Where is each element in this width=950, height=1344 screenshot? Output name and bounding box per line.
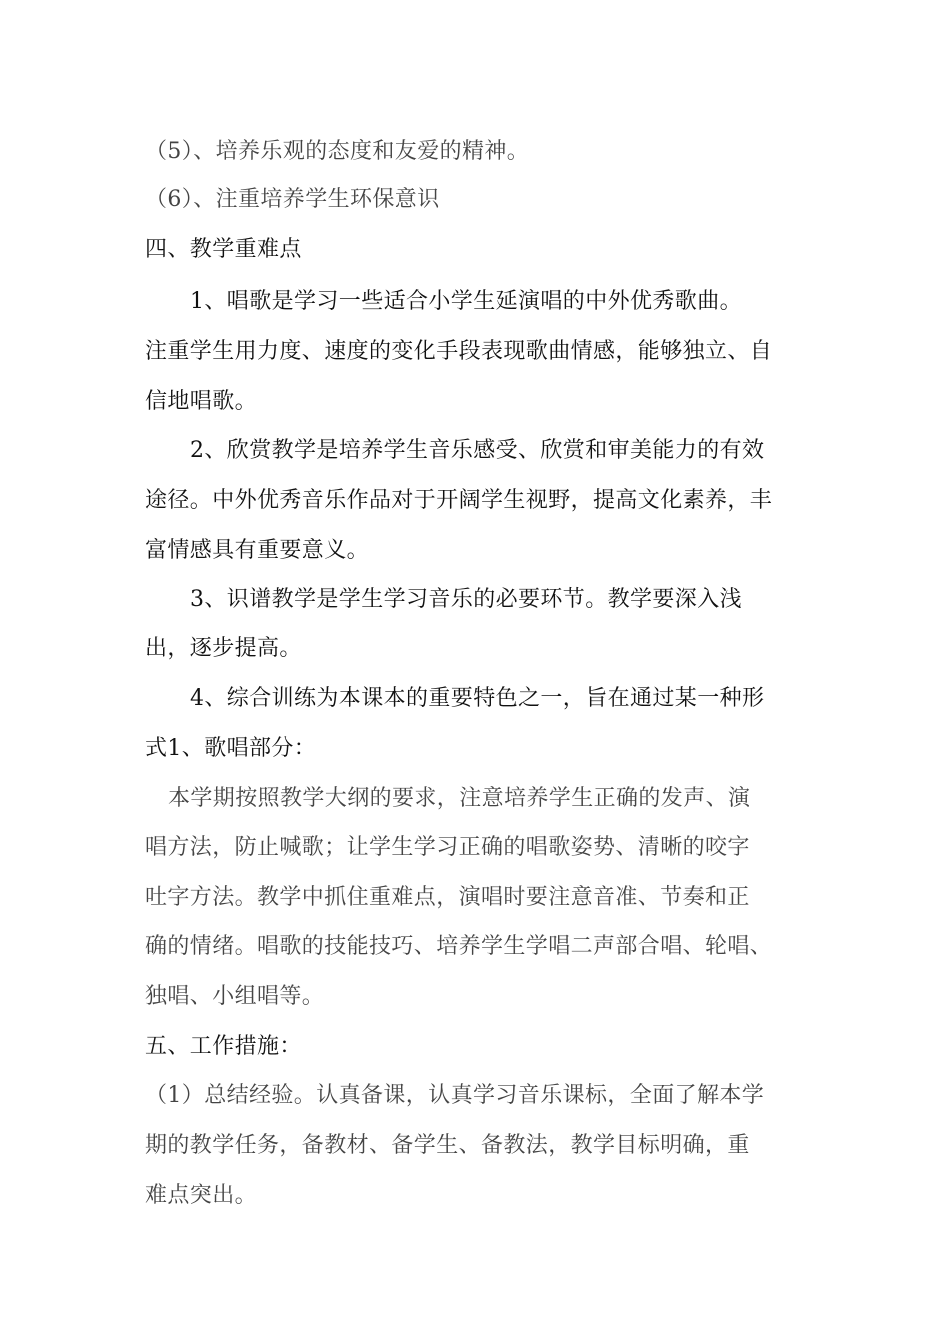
paragraph-line: 唱方法，防止喊歌；让学生学习正确的唱歌姿势、清晰的咬字 [145,835,750,860]
objective-item-6: （6）、注重培养学生环保意识 [145,187,440,212]
paragraph-line: 出，逐步提高。 [145,636,302,661]
paragraph-line: 独唱、小组唱等。 [145,984,325,1009]
section-heading-key-points: 四、教学重难点 [145,237,302,262]
paragraph-line: （1）总结经验。认真备课，认真学习音乐课标，全面了解本学 [145,1083,765,1108]
paragraph-line: 确的情绪。唱歌的技能技巧、培养学生学唱二声部合唱、轮唱、 [145,934,773,959]
paragraph-line: 本学期按照教学大纲的要求，注意培养学生正确的发声、演 [168,786,751,811]
paragraph-line: 4、综合训练为本课本的重要特色之一，旨在通过某一种形 [190,686,765,711]
paragraph-line: 3、识谱教学是学生学习音乐的必要环节。教学要深入浅 [190,587,742,612]
section-heading-measures: 五、工作措施： [145,1034,302,1059]
paragraph-line: 期的教学任务，备教材、备学生、备教法，教学目标明确，重 [145,1133,750,1158]
paragraph-line: 1、唱歌是学习一些适合小学生延演唱的中外优秀歌曲。 [190,289,742,314]
paragraph-line: 2、欣赏教学是培养学生音乐感受、欣赏和审美能力的有效 [190,438,765,463]
objective-item-5: （5）、培养乐观的态度和友爱的精神。 [145,139,530,164]
paragraph-line: 吐字方法。教学中抓住重难点，演唱时要注意音准、节奏和正 [145,885,750,910]
paragraph-line: 注重学生用力度、速度的变化手段表现歌曲情感，能够独立、自 [145,339,773,364]
paragraph-line: 式1、歌唱部分： [145,736,317,761]
paragraph-line: 难点突出。 [145,1183,258,1208]
paragraph-line: 途径。中外优秀音乐作品对于开阔学生视野，提高文化素养，丰 [145,488,773,513]
paragraph-line: 富情感具有重要意义。 [145,538,370,563]
paragraph-line: 信地唱歌。 [145,389,258,414]
